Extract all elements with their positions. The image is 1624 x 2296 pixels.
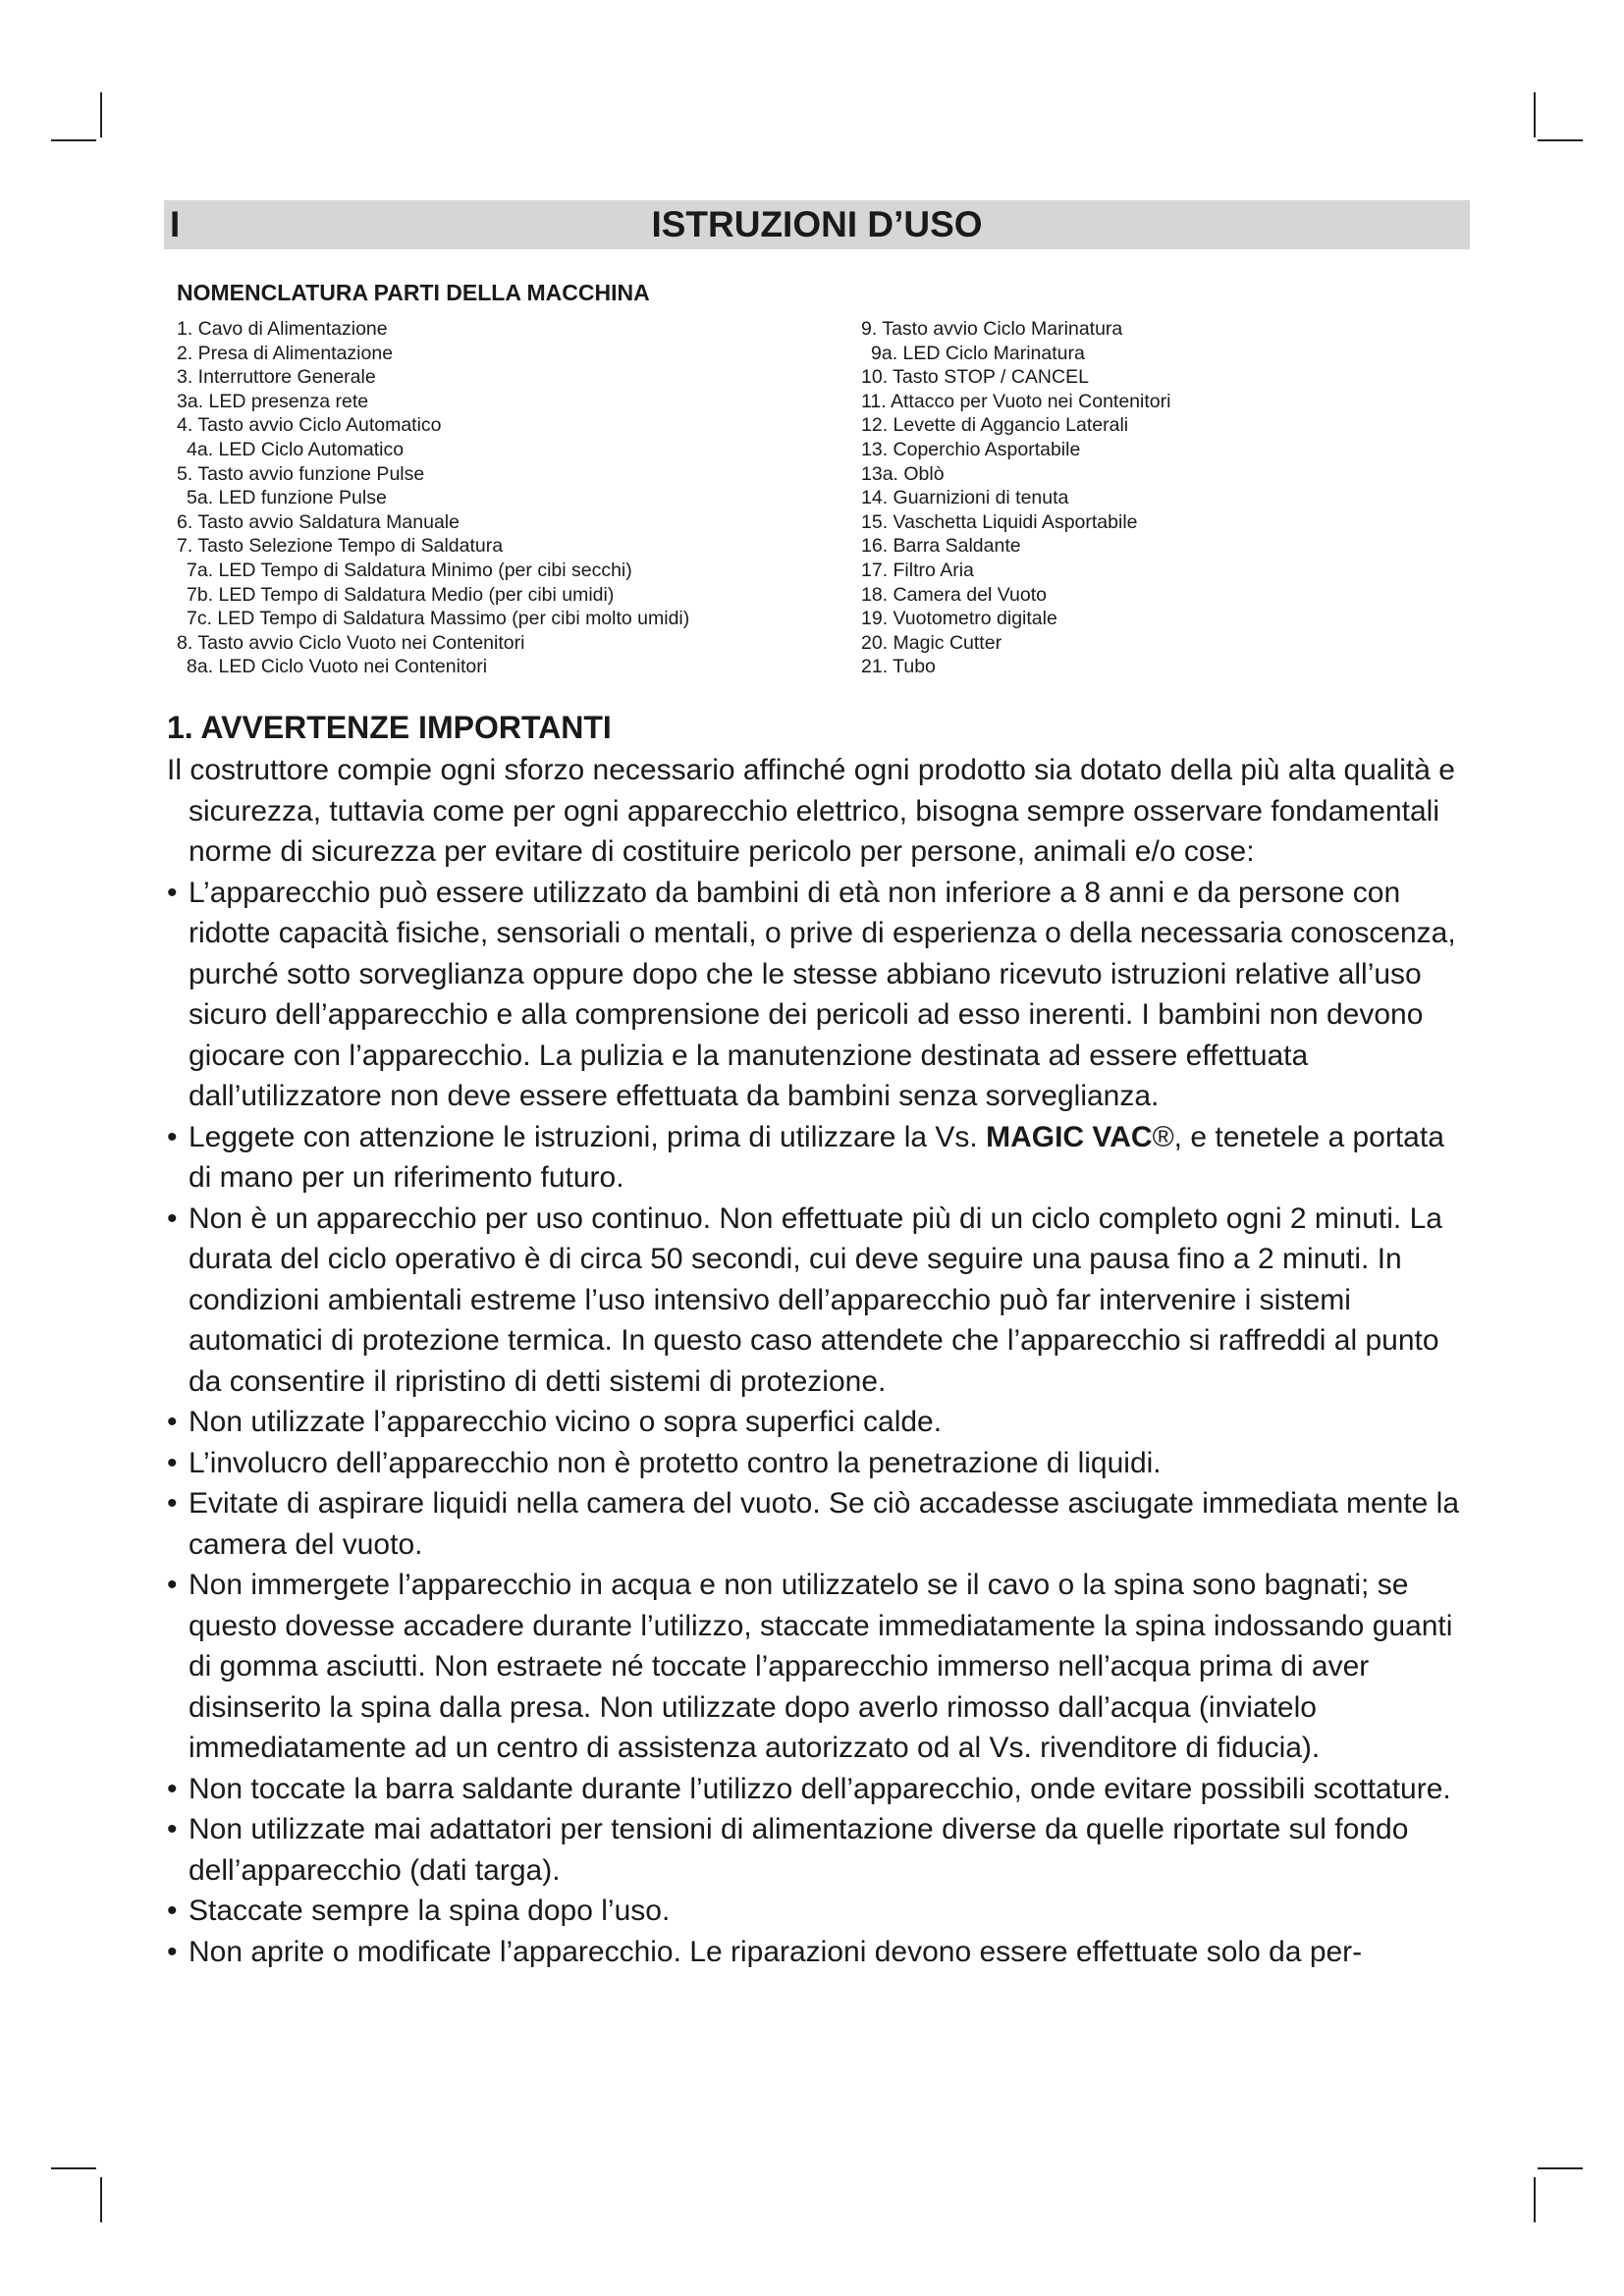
section-title: 1. AVVERTENZE IMPORTANTI: [167, 710, 612, 745]
bullet-icon: •: [167, 1446, 178, 1479]
part-item: 15. Vaschetta Liquidi Asportabile: [861, 510, 1138, 533]
bullet-icon: •: [167, 1935, 178, 1968]
part-item: 8. Tasto avvio Ciclo Vuoto nei Contenitori: [177, 631, 525, 654]
part-item: 14. Guarnizioni di tenuta: [861, 487, 1069, 509]
warning-text: L’apparecchio può essere utilizzato da bambini di età non inferiore a 8 anni e da persone con ridotte capacità fisiche, sensoriali o mentali, o prive di esperienza o della necessaria conoscenza, purché sotto sorveglianza oppure dopo che le stesse abbiano ricevuto istruzioni relative all’uso sicuro dell’apparecchio e alla comprensione dei pericoli ad esso inerenti. I bambini non devono giocare con l’apparecchio. La pulizia e la manutenzione destinata ad essere effettuata dall’utilizzatore non deve essere effettuata da bambini senza sorveglianza.: [189, 876, 1456, 1112]
part-item: 16. Barra Saldante: [861, 535, 1021, 558]
bullet-icon: •: [167, 1813, 178, 1845]
crop-mark: [1538, 139, 1583, 141]
part-item: 6. Tasto avvio Saldatura Manuale: [177, 510, 460, 533]
warning-item: [167, 1809, 1473, 1891]
part-item: 7c. LED Tempo di Saldatura Massimo (per cibi molto umidi): [187, 608, 690, 630]
part-item: 4a. LED Ciclo Automatico: [187, 438, 405, 460]
warning-text: Staccate sempre la spina dopo l’uso.: [189, 1895, 671, 1927]
bullet-icon: •: [167, 1772, 178, 1805]
warnings-section: [167, 707, 1473, 1972]
bullet-icon: •: [167, 1487, 178, 1520]
crop-mark: [1534, 2177, 1536, 2222]
bullet-icon: •: [167, 1201, 178, 1235]
part-item: 4. Tasto avvio Ciclo Automatico: [177, 414, 442, 437]
bullet-icon: •: [167, 1569, 178, 1601]
part-item: 10. Tasto STOP / CANCEL: [861, 366, 1089, 389]
warning-text: , e tenetele a portata di mano per un riferimento futuro.: [189, 1120, 1444, 1194]
part-item: 5a. LED funzione Pulse: [187, 487, 387, 509]
parts-heading: NOMENCLATURA PARTI DELLA MACCHINA: [177, 280, 650, 305]
bullet-icon: •: [167, 1406, 178, 1438]
crop-mark: [100, 92, 102, 137]
warning-text: Non toccate la barra saldante durante l’utilizzo dell’apparecchio, onde evitare possibili scottature.: [189, 1772, 1451, 1805]
part-item: 7. Tasto Selezione Tempo di Saldatura: [177, 535, 504, 558]
warning-text: L’involucro dell’apparecchio non è protetto contro la penetrazione di liquidi.: [189, 1446, 1162, 1479]
parts-list-right: [861, 317, 1170, 679]
part-item: 12. Levette di Aggancio Laterali: [861, 414, 1129, 437]
crop-mark: [51, 139, 96, 141]
warning-text: Non immergete l’apparecchio in acqua e non utilizzatelo se il cavo o la spina sono bagnati; se questo dovesse accadere durante l’utilizzo, staccate immediatamente la spina indossando guanti di gomma asciutti. Non estraete né toccate l’apparecchio immerso nell’acqua prima di aver disinserito la spina dalla presa. Non utilizzate dopo averlo rimosso dall’acqua (inviatelo immediatamente ad un centro di assistenza autorizzato od al Vs. rivenditore di fiducia).: [189, 1569, 1453, 1764]
registered-mark: ®: [1152, 1120, 1174, 1153]
page-title: ISTRUZIONI D’USO: [651, 204, 983, 244]
part-item: 9. Tasto avvio Ciclo Marinatura: [861, 318, 1123, 340]
crop-mark: [1538, 2167, 1583, 2169]
warning-item: [167, 1769, 1473, 1810]
section-header-bar: [164, 200, 1470, 249]
warning-item: [167, 1402, 1473, 1443]
part-item: 18. Camera del Vuoto: [861, 583, 1047, 606]
warning-item: [167, 1443, 1473, 1484]
part-item: 3a. LED presenza rete: [177, 390, 369, 412]
part-item: 7b. LED Tempo di Saldatura Medio (per cibi umidi): [187, 583, 615, 606]
bullet-icon: •: [167, 876, 178, 909]
part-item: 13a. Oblò: [861, 462, 945, 485]
part-item: 8a. LED Ciclo Vuoto nei Contenitori: [187, 656, 488, 678]
intro-paragraph: Il costruttore compie ogni sforzo necessario affinché ogni prodotto sia dotato della più alta qualità e sicurezza, tuttavia come per ogni apparecchio elettrico, bisogna sempre osservare fondamentali norme di sicurezza per evitare di costituire pericolo per persone, animali e/o cose:: [167, 754, 1455, 868]
part-item: 3. Interruttore Generale: [177, 366, 376, 389]
part-item: 2. Presa di Alimentazione: [177, 342, 394, 364]
part-item: 19. Vuotometro digitale: [861, 608, 1057, 630]
language-code: I: [170, 204, 181, 244]
part-item: 13. Coperchio Asportabile: [861, 438, 1081, 460]
warning-text: Non è un apparecchio per uso continuo. Non effettuate più di un ciclo completo ogni 2 minuti. La durata del ciclo operativo è di circa 50 secondi, cui deve seguire una pausa fino a 2 minuti. In condizioni ambientali estreme l’uso intensivo dell’apparecchio può far intervenire i sistemi automatici di protezione termica. In questo caso attendete che l’apparecchio si raffreddi al punto da consentire il ripristino di detti sistemi di protezione.: [189, 1201, 1442, 1398]
crop-mark: [100, 2177, 102, 2222]
parts-list-left: [177, 317, 689, 679]
warning-text: Non aprite o modificate l’apparecchio. Le riparazioni devono essere effettuate solo da per-: [189, 1935, 1363, 1968]
warning-text: Leggete con attenzione le istruzioni, prima di utilizzare la Vs.: [189, 1120, 987, 1153]
part-item: 7a. LED Tempo di Saldatura Minimo (per cibi secchi): [187, 559, 632, 581]
warning-item: [167, 1199, 1473, 1403]
part-item: 5. Tasto avvio funzione Pulse: [177, 462, 425, 485]
warning-text: Non utilizzate l’apparecchio vicino o sopra superfici calde.: [189, 1406, 943, 1438]
part-item: 1. Cavo di Alimentazione: [177, 318, 388, 340]
warning-item: [167, 1932, 1473, 1973]
warning-text: Non utilizzate mai adattatori per tensioni di alimentazione diverse da quelle riportate sul fondo dell’apparecchio (dati targa).: [189, 1813, 1409, 1887]
bullet-icon: •: [167, 1120, 178, 1153]
warning-item: [167, 1891, 1473, 1932]
warning-item: [167, 873, 1473, 1117]
warning-item: [167, 1117, 1473, 1199]
warning-item: [167, 1565, 1473, 1769]
brand-name: MAGIC VAC: [986, 1120, 1153, 1153]
warning-text: Evitate di aspirare liquidi nella camera del vuoto. Se ciò accadesse asciugate immediata mente la camera del vuoto.: [189, 1487, 1460, 1561]
part-item: 9a. LED Ciclo Marinatura: [871, 342, 1085, 364]
part-item: 20. Magic Cutter: [861, 631, 1002, 654]
crop-mark: [51, 2167, 96, 2169]
part-item: 17. Filtro Aria: [861, 559, 974, 581]
crop-mark: [1534, 92, 1536, 137]
warning-item: [167, 1483, 1473, 1565]
bullet-icon: •: [167, 1895, 178, 1927]
part-item: 21. Tubo: [861, 656, 936, 678]
part-item: 11. Attacco per Vuoto nei Contenitori: [861, 390, 1171, 412]
